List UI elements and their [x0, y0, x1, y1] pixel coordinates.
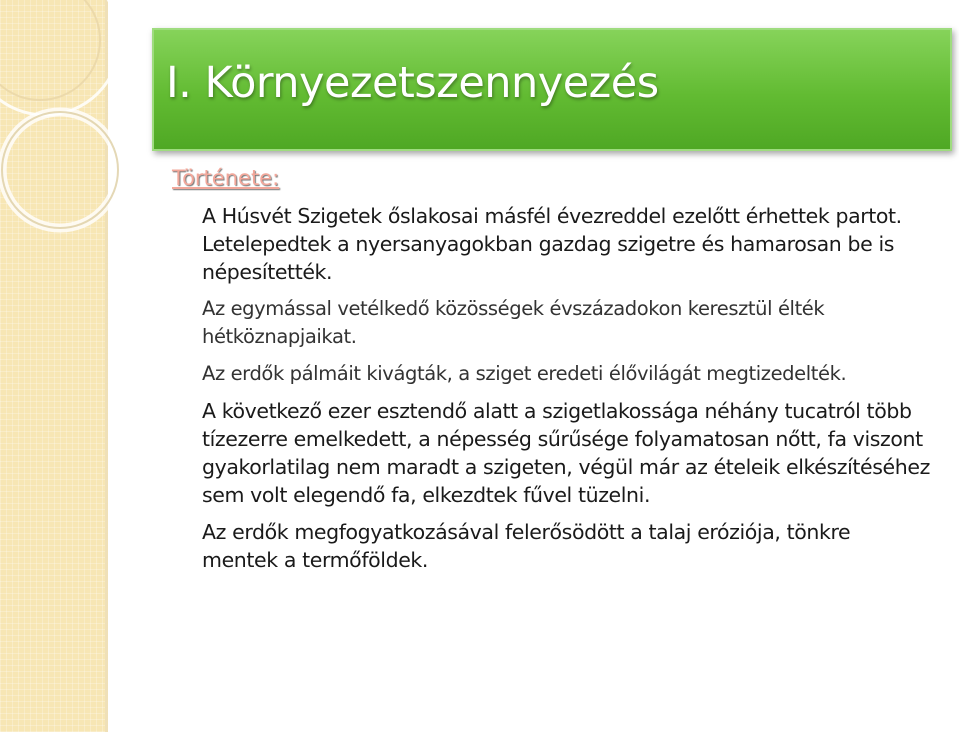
paragraph-4: A következő ezer esztendő alatt a szigetlakossága néhány tucatról több tízezerre emelkedett, a népesség sűrűsége folyamatosan nőtt, fa viszont gyakorlatilag nem maradt a szigeten, végül már az ételeik elkészítéséhez sem volt elegendő fa, elkezdtek fűvel tüzelni. [202, 399, 930, 507]
decorative-circles [0, 0, 160, 260]
title-bar [152, 28, 952, 151]
body-content [202, 202, 932, 583]
paragraph-3: Az erdők pálmáit kivágták, a sziget eredeti élővilágát megtizedelték. [202, 362, 847, 385]
paragraph-2: Az egymással vetélkedő közösségek évszázadokon keresztül élték hétköznapjaikat. [202, 297, 825, 348]
paragraph-1: A Húsvét Szigetek őslakosai másfél évezreddel ezelőtt érhettek partot. Letelepedtek a nyersanyagokban gazdag szigetre és hamarosan be is népesítették. [202, 204, 902, 284]
paragraph-5: Az erdők megfogyatkozásával felerősödött a talaj eróziója, tönkre mentek a termőföldek. [202, 520, 851, 572]
slide-title: I. Környezetszennyezés [166, 58, 659, 108]
section-subtitle: Története: [172, 166, 280, 190]
